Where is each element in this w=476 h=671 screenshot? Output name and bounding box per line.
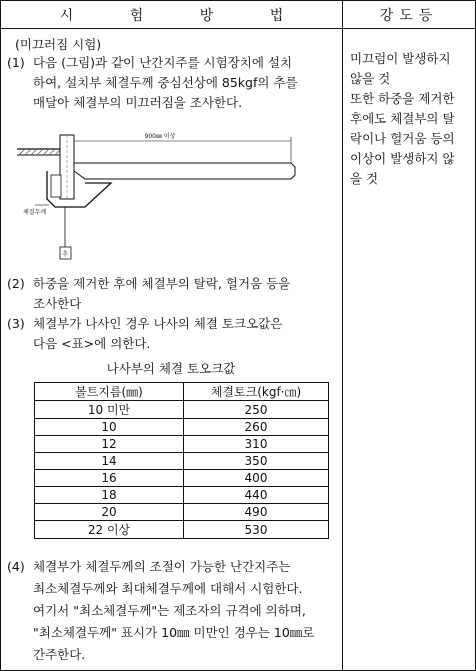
table-cell: 18 (35, 487, 184, 504)
item2-line: 하중을 제거한 후에 체결부의 탈락, 헐거움 등을 (33, 276, 291, 291)
table-cell: 310 (184, 436, 329, 453)
table-row (35, 436, 329, 453)
table-cell: 22 이상 (35, 521, 184, 539)
table-caption: 나사부의 체결 토오크값 (106, 361, 236, 376)
table-row (35, 504, 329, 521)
table-cell: 400 (184, 470, 329, 487)
torque-table (34, 382, 329, 539)
table-cell: 490 (184, 504, 329, 521)
table-row (35, 521, 329, 539)
part-label: 체결두께 (23, 209, 47, 216)
table-cell: 10 (35, 419, 184, 436)
item4-line: 체결부가 체결두께의 조절이 가능한 난간지주는 (33, 559, 291, 574)
method-header: 시 험 방 법 (59, 7, 310, 24)
item4-line: "최소체결두께" 표시가 10㎜ 미만인 경우는 10㎜로 (33, 625, 315, 640)
table-cell: 260 (184, 419, 329, 436)
criteria-line: 락이나 헐거움 등의 (350, 131, 455, 146)
item3-line: 체결부가 나사인 경우 나사의 체결 토크오값은 (33, 316, 283, 331)
weight-label: 추 (62, 251, 68, 258)
item3-number: (3) (7, 316, 25, 331)
item4-number: (4) (7, 559, 25, 574)
table-row (35, 487, 329, 504)
header-divider (1, 28, 475, 29)
item1-line: 하여, 설치부 체결두께 중심선상에 85kgf의 추를 (33, 75, 298, 90)
item3-line: 다음 <표>에 의한다. (33, 336, 151, 351)
table-row (35, 453, 329, 470)
item4-line: 최소체결두께와 최대체결두께에 대해서 시험한다. (33, 581, 303, 596)
column-divider (342, 1, 343, 670)
table-cell: 12 (35, 436, 184, 453)
table-cell: 16 (35, 470, 184, 487)
table-row (35, 419, 329, 436)
column-header-torque: 체결토크(kgf·㎝) (184, 383, 329, 401)
strength-criteria (350, 49, 474, 189)
criteria-line: 또한 하중을 제거한 (350, 91, 455, 106)
dimension-label: 900㎜ 이상 (144, 133, 176, 140)
criteria-line: 않을 것 (350, 71, 391, 86)
item2-number: (2) (7, 276, 25, 291)
table-row (35, 470, 329, 487)
table-cell: 14 (35, 453, 184, 470)
table-cell: 530 (184, 521, 329, 539)
table-cell: 440 (184, 487, 329, 504)
criteria-line: 을 것 (350, 171, 379, 186)
column-header-bolt-diameter: 볼트지름(㎜) (35, 383, 184, 401)
item1-line: 매달아 체결부의 미끄러짐을 조사한다. (33, 95, 243, 110)
criteria-line: 미끄럼이 발생하지 (350, 51, 451, 66)
item4-line: 여기서 "최소체결두께"는 제조자의 규격에 의하며, (33, 603, 306, 618)
section-title: (미끄러짐 시험) (15, 37, 102, 52)
item1-line: 다음 (그림)과 같이 난간지주를 시험장치에 설치 (33, 55, 293, 70)
criteria-line: 이상이 발생하지 않 (350, 151, 455, 166)
table-cell: 250 (184, 401, 329, 419)
item1-number: (1) (7, 55, 25, 70)
table-cell: 10 미만 (35, 401, 184, 419)
item4-line: 간주한다. (33, 647, 86, 662)
criteria-line: 후에도 체결부의 탈 (350, 111, 455, 126)
strength-header: 강도등 (379, 7, 439, 24)
item2-line: 조사한다 (33, 296, 82, 311)
table-row (35, 401, 329, 419)
table-cell: 20 (35, 504, 184, 521)
test-apparatus-figure (15, 127, 315, 267)
table-cell: 350 (184, 453, 329, 470)
